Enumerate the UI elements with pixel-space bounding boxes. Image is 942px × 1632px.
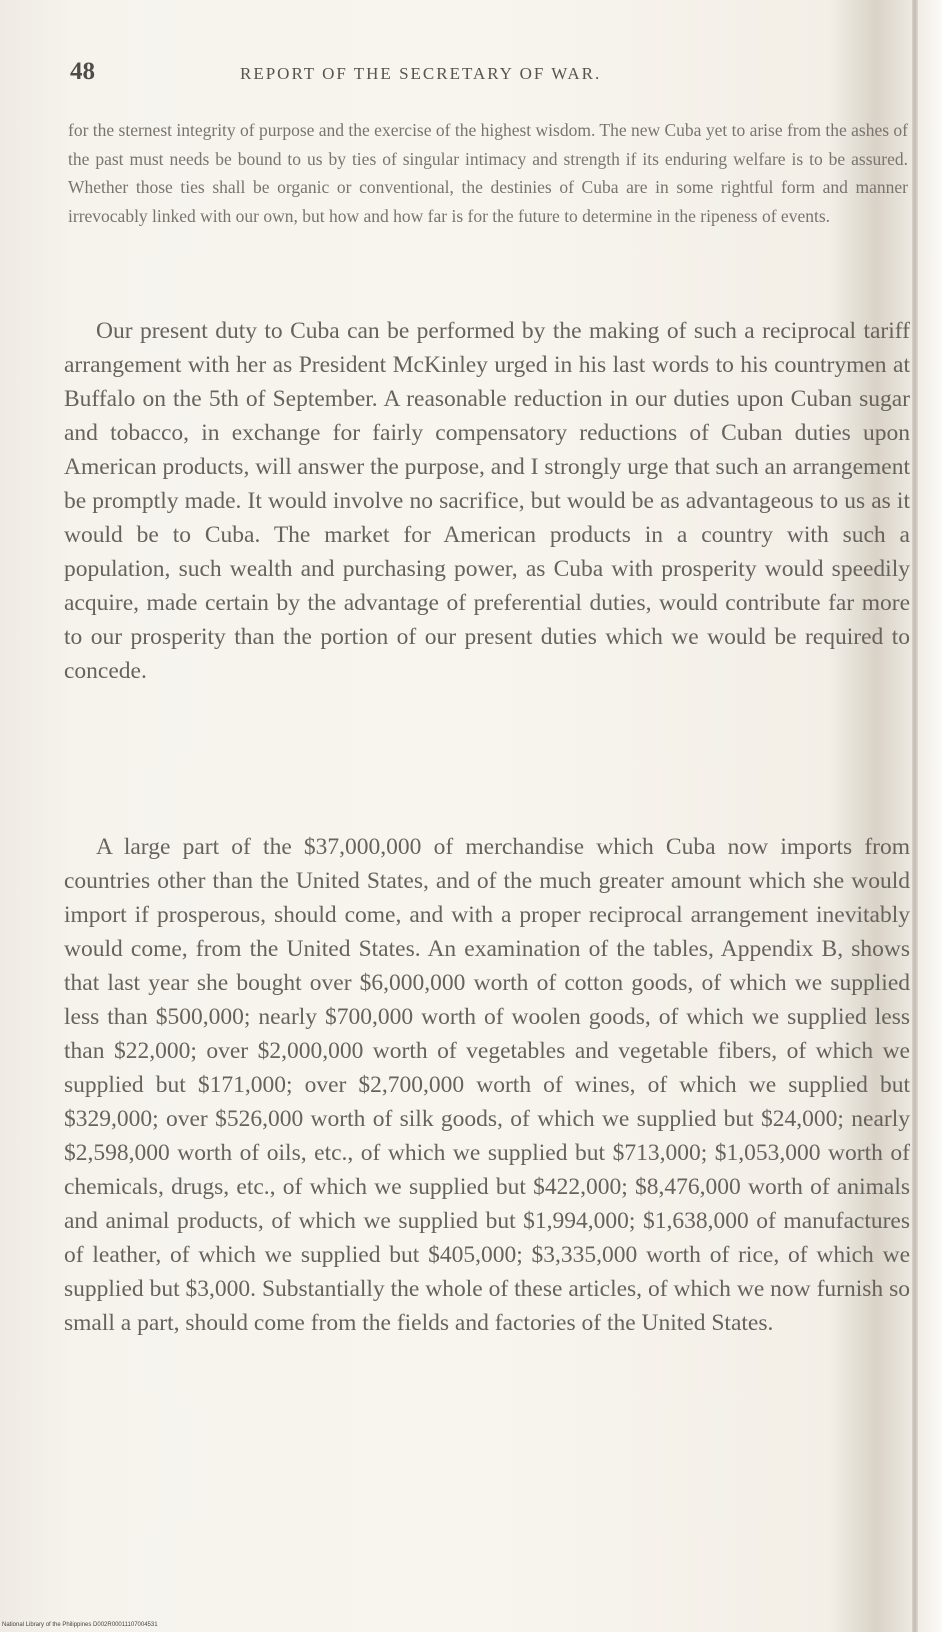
binding-gutter: [912, 0, 918, 1632]
paragraph-reciprocal-tariff: Our present duty to Cuba can be performed by the making of such a reciprocal tariff arrangement with her as President McKinley urged in his last words to his countrymen at Buffalo on the 5th of September. A reasonable reduction in our duties upon Cuban sugar and tobacco, in exchange for fairly compensatory reductions of Cuban duties upon American products, will answer the purpose, and I strongly urge that such an arrangement be promptly made. It would involve no sacrifice, but would be as advantageous to us as it would be to Cuba. The market for American products in a country with such a population, such wealth and purchasing power, as Cuba with prosperity would speedily acquire, made certain by the advantage of preferential duties, would contribute far more to our prosperity than the portion of our present duties which we would be required to concede.: [64, 318, 910, 684]
page-header: [70, 58, 910, 88]
scan-credit: National Library of the Philippines D002R00011107004531: [2, 1622, 158, 1628]
quoted-passage: for the sternest integrity of purpose and the exercise of the highest wisdom. The new Cuba yet to arise from the ashes of the past must needs be bound to us by ties of singular intimacy and strength if its enduring welfare is to be assured. Whether those ties shall be organic or conventional, the destinies of Cuba are in some rightful form and manner irrevocably linked with our own, but how and how far is for the future to determine in the ripeness of events.: [68, 120, 908, 226]
running-title: REPORT OF THE SECRETARY OF WAR.: [240, 64, 602, 83]
paragraph-cuban-imports: A large part of the $37,000,000 of merchandise which Cuba now imports from countries other than the United States, and of the much greater amount which she would import if prosperous, should come, and with a proper reciprocal arrangement inevitably would come, from the United States. An examination of the tables, Appendix B, shows that last year she bought over $6,000,000 worth of cotton goods, of which we supplied less than $500,000; nearly $700,000 worth of woolen goods, of which we supplied less than $22,000; over $2,000,000 worth of vegetables and vegetable fibers, of which we supplied but $171,000; over $2,700,000 worth of wines, of which we supplied but $329,000; over $526,000 worth of silk goods, of which we supplied but $24,000; nearly $2,598,000 worth of oils, etc., of which we supplied but $713,000; $1,053,000 worth of chemicals, drugs, etc., of which we supplied but $422,000; $8,476,000 worth of animals and animal products, of which we supplied but $1,994,000; $1,638,000 of manufactures of leather, of which we supplied but $405,000; $3,335,000 worth of rice, of which we supplied but $3,000. Substantially the whole of these articles, of which we now furnish so small a part, should come from the fields and factories of the United States.: [64, 834, 910, 1336]
page-number: 48: [70, 58, 95, 85]
